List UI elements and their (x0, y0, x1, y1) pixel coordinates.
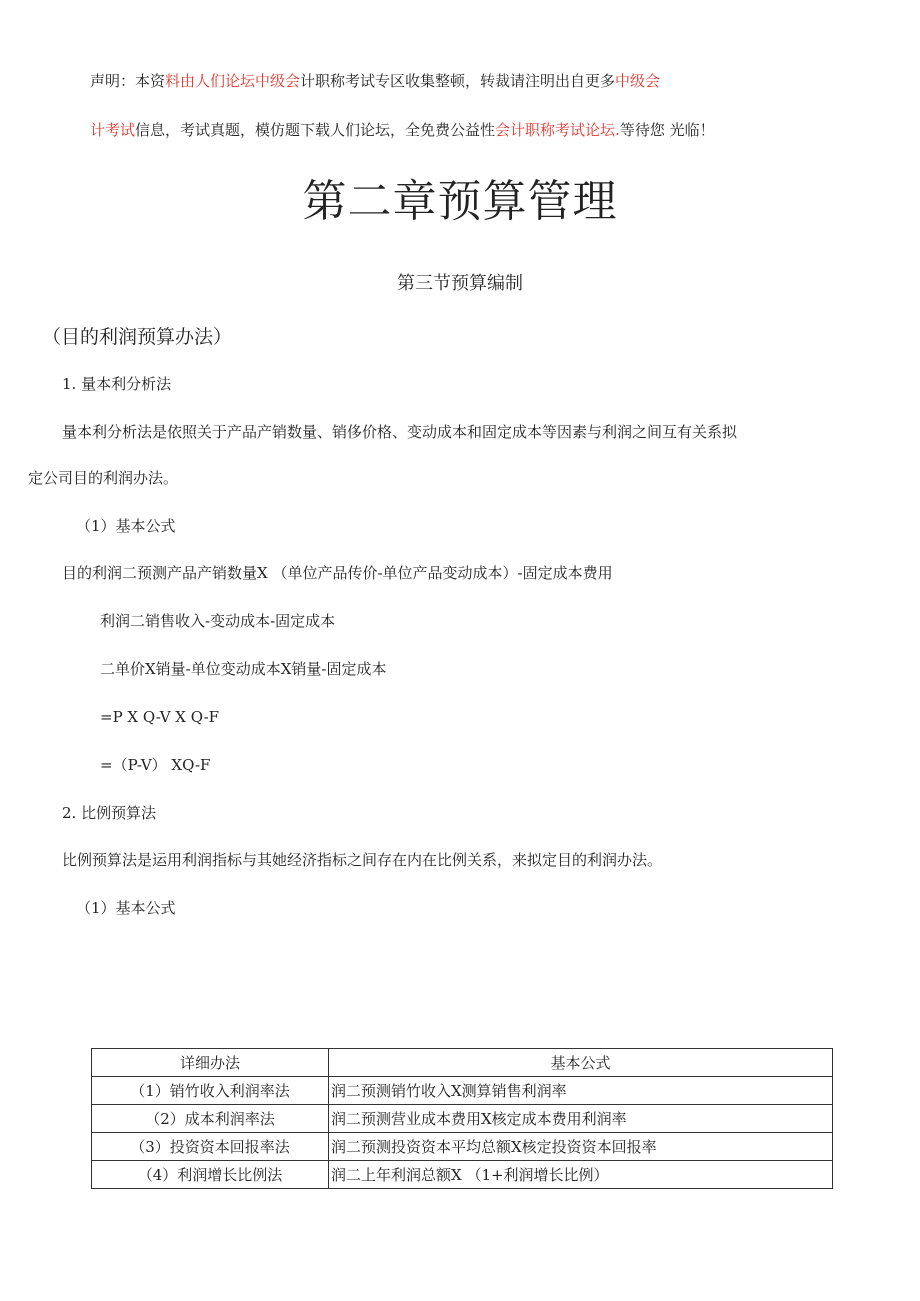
method-2-heading: 2. 比例预算法 (62, 804, 157, 822)
table-cell-method: （1）销竹收入利润率法 (92, 1077, 329, 1105)
table-header-cell: 基本公式 (329, 1049, 833, 1077)
notice-segment: 信息，考试真题，模仿题下载人们论坛，全免费公益性 (135, 121, 496, 139)
notice-link[interactable]: 中级会 (615, 72, 661, 90)
formula-line: =（P-V） XQ-F (100, 756, 211, 774)
table-cell-formula: 润二上年利润总额X （1+利润增长比例） (329, 1161, 833, 1189)
formula-line: 利润二销售收入-变动成本-固定成本 (100, 612, 336, 630)
table-cell-method: （4）利润增长比例法 (92, 1161, 329, 1189)
chapter-title: 第二章预算管理 (302, 176, 618, 227)
formula-line: =P X Q-V X Q-F (100, 708, 220, 726)
notice-link[interactable]: 计考试 (90, 121, 136, 139)
table-cell-method: （2）成本利润率法 (92, 1105, 329, 1133)
table-header-cell: 详细办法 (92, 1049, 329, 1077)
notice-segment: 等待您 光临！ (619, 121, 715, 139)
method-1-formula-heading: （1）基本公式 (76, 517, 176, 535)
methods-table (91, 1048, 833, 1189)
notice-link[interactable]: 会计职称考试论坛. (495, 121, 620, 139)
formula-line: 二单价X销量-单位变动成本X销量-固定成本 (100, 660, 387, 678)
formula-line: 目的利润二预测产品产销数量X （单位产品传价-单位产品变动成本）-固定成本费用 (62, 564, 613, 582)
notice-segment: 声明：本资 (90, 72, 166, 90)
method-1-description-cont: 定公司目的利润办法。 (28, 469, 179, 487)
notice-line-1 (90, 71, 660, 91)
method-1-heading: 1. 量本利分析法 (62, 375, 172, 393)
table-cell-formula: 润二预测投资资本平均总额X核定投资资本回报率 (329, 1133, 833, 1161)
table-row (92, 1133, 833, 1161)
notice-segment: 计职称考试专区收集整顿，转裁请注明出自更多 (300, 72, 616, 90)
table-row (92, 1161, 833, 1189)
method-2-formula-heading: （1）基本公式 (76, 899, 176, 917)
method-2-description: 比例预算法是运用利润指标与其她经济指标之间存在内在比例关系，来拟定目的利润办法。 (62, 851, 663, 869)
table-cell-formula: 润二预测销竹收入X测算销售利润率 (329, 1077, 833, 1105)
table-header-row (92, 1049, 833, 1077)
method-1-description: 量本利分析法是依照关于产品产销数量、销侈价格、变动成本和固定成本等因素与利润之间互有关系拟 (62, 423, 738, 441)
notice-link[interactable]: 料由人们论坛中级会 (165, 72, 301, 90)
notice-line-2 (90, 120, 715, 140)
section-title: 第三节预算编制 (397, 273, 523, 294)
table-cell-method: （3）投资资本回报率法 (92, 1133, 329, 1161)
table-row (92, 1077, 833, 1105)
table-cell-formula: 润二预测营业成本费用X核定成本费用利润率 (329, 1105, 833, 1133)
table-row (92, 1105, 833, 1133)
section-heading: （目的利润预算办法） (42, 326, 233, 348)
